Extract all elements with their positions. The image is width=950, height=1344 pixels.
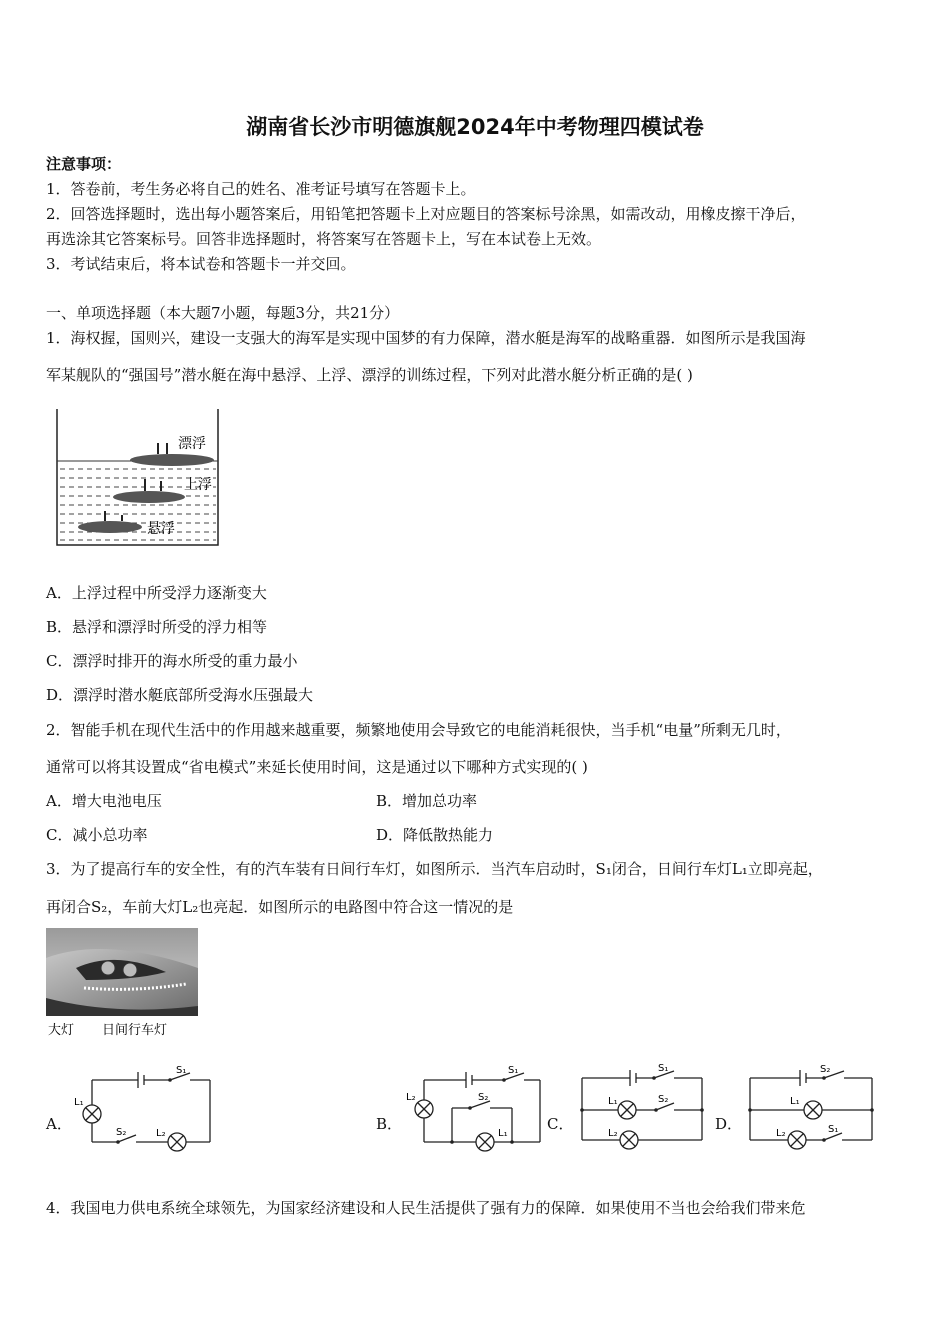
label-daylight: 日间行车灯 xyxy=(102,1023,168,1038)
q3-text-line: 再闭合S₂，车前大灯L₂也亮起．如图所示的电路图中符合这一情况的是 xyxy=(46,898,514,916)
switch-s2-label: S₂ xyxy=(478,1092,489,1103)
switch-s1-label: S₁ xyxy=(658,1063,669,1074)
q2-option-d: D．降低散热能力 xyxy=(376,826,494,844)
q3-text-line: 3．为了提高行车的安全性，有的汽车装有日间行车灯，如图所示．当汽车启动时，S₁闭合，日间行车灯L₁立即亮起， xyxy=(46,860,823,878)
q4-text-line: 4．我国电力供电系统全球领先，为国家经济建设和人民生活提供了强有力的保障．如果使用不当也会给我们带来危 xyxy=(46,1199,806,1217)
q1-option-d: D．漂浮时潜水艇底部所受海水压强最大 xyxy=(46,686,314,704)
switch-s2-label: S₂ xyxy=(116,1127,127,1138)
label-rise: 上浮 xyxy=(184,477,212,493)
label-float: 漂浮 xyxy=(178,436,206,452)
label-suspend: 悬浮 xyxy=(147,521,175,537)
q2-option-b: B．增加总功率 xyxy=(376,792,478,810)
lamp-l2-label: L₂ xyxy=(608,1128,618,1139)
submarine-rising xyxy=(113,491,185,503)
lamp-l1-label: L₁ xyxy=(608,1096,618,1107)
q2-option-c: C．减小总功率 xyxy=(46,826,148,844)
lamp-l2-label: L₂ xyxy=(776,1128,786,1139)
notice-item: 3．考试结束后，将本试卷和答题卡一并交回。 xyxy=(46,255,356,273)
q3-option-a-letter: A． xyxy=(46,1115,72,1133)
q3-option-c-letter: C． xyxy=(547,1115,574,1133)
notice-item: 2．回答选择题时，选出每小题答案后，用铅笔把答题卡上对应题目的答案标号涂黑，如需改动，用橡皮擦干净后， xyxy=(46,205,806,223)
circuit-d xyxy=(740,1058,880,1158)
switch-s1-label: S₁ xyxy=(176,1065,187,1076)
lamp-l2-label: L₂ xyxy=(406,1092,416,1103)
label-headlight: 大灯 xyxy=(48,1023,75,1038)
switch-s1-label: S₁ xyxy=(508,1065,519,1076)
submarine-floating xyxy=(130,454,214,466)
q1-text-line: 军某舰队的“强国号”潜水艇在海中悬浮、上浮、漂浮的训练过程，下列对此潜水艇分析正确的是( ) xyxy=(46,366,693,384)
switch-s2-label: S₂ xyxy=(820,1064,831,1075)
switch-s1-label: S₁ xyxy=(828,1124,839,1135)
q1-option-c: C．漂浮时排开的海水所受的重力最小 xyxy=(46,652,298,670)
submarine-suspended xyxy=(78,521,142,533)
q3-option-d-letter: D． xyxy=(715,1115,743,1133)
circuit-b xyxy=(400,1060,545,1155)
lamp-l1-label: L₁ xyxy=(74,1097,84,1108)
notice-heading: 注意事项： xyxy=(46,155,122,173)
notice-item: 1．答卷前，考生务必将自己的姓名、准考证号填写在答题卡上。 xyxy=(46,180,476,198)
q2-option-a: A．增大电池电压 xyxy=(46,792,162,810)
page-title: 湖南省长沙市明德旗舰2024年中考物理四模试卷 xyxy=(246,115,704,139)
notice-item: 再选涂其它答案标号。回答非选择题时，将答案写在答题卡上，写在本试卷上无效。 xyxy=(46,230,602,248)
q1-text-line: 1．海权握，国则兴，建设一支强大的海军是实现中国梦的有力保障，潜水艇是海军的战略重器．如图所示是我国海 xyxy=(46,329,806,347)
q2-text-line: 2．智能手机在现代生活中的作用越来越重要，频繁地使用会导致它的电能消耗很快，当手机“电量”所剩无几时， xyxy=(46,721,791,739)
circuit-a xyxy=(70,1060,215,1155)
submarine-tank-figure xyxy=(52,405,224,550)
q3-option-b-letter: B． xyxy=(376,1115,403,1133)
q1-option-b: B．悬浮和漂浮时所受的浮力相等 xyxy=(46,618,268,636)
section-heading: 一、单项选择题（本大题7小题，每题3分，共21分） xyxy=(46,304,400,322)
lamp-l1-label: L₁ xyxy=(790,1096,800,1107)
q1-option-a: A．上浮过程中所受浮力逐渐变大 xyxy=(46,584,267,602)
switch-s2-label: S₂ xyxy=(658,1094,669,1105)
circuit-c xyxy=(572,1058,712,1158)
car-headlight-photo xyxy=(46,928,198,1040)
lamp-l2-label: L₂ xyxy=(156,1128,166,1139)
lamp-l1-label: L₁ xyxy=(498,1128,508,1139)
q2-text-line: 通常可以将其设置成“省电模式”来延长使用时间，这是通过以下哪种方式实现的( ) xyxy=(46,758,588,776)
